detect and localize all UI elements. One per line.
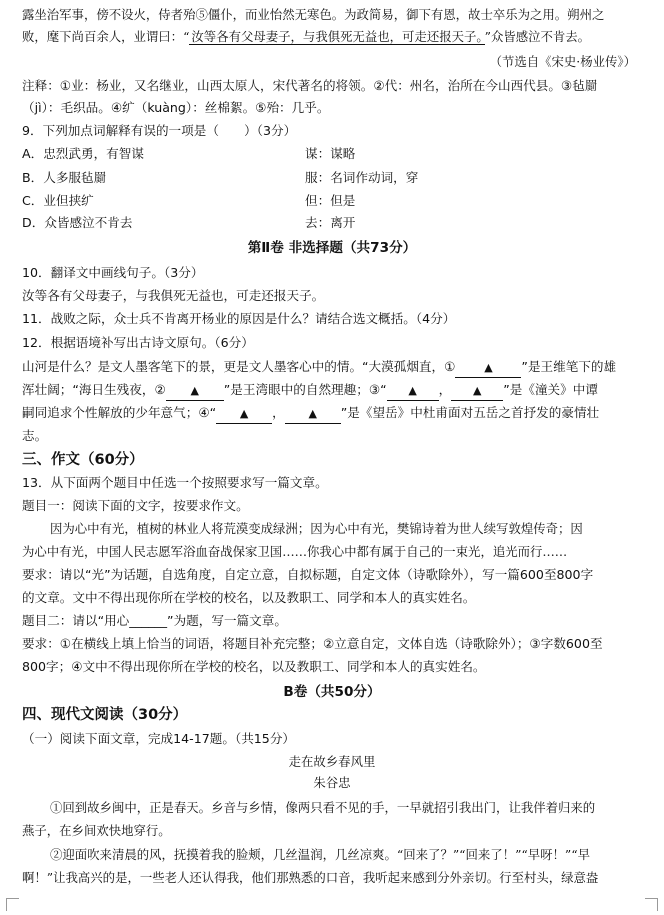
section4-sub1: （一）阅读下面文章，完成14-17题。（共15分） (22, 731, 296, 746)
q12-blank-3a: ▲ (387, 382, 439, 401)
article-title: 走在故乡春风里 (288, 754, 376, 769)
notes-line-1: 注释：①业：杨业，又名继业，山西太原人，宋代著名的将领。②代：州名，治所在今山西代县。③毡罽 (22, 78, 598, 93)
q9-option-d-explain: 去：离开 (305, 215, 356, 230)
q12-line-2-b: ”是王湾眼中的自然理趣；③“ (223, 382, 387, 397)
q12-blank-1: ▲ (455, 359, 521, 378)
topic1-text-2: 为心中有光，中国人民志愿军浴血奋战保家卫国……你我心中都有属于自己的一束光，追光而行…… (22, 544, 568, 559)
q9-option-d (22, 214, 642, 232)
q12-line-3-b: ， (272, 405, 285, 420)
q12-line-1-b: ”是王维笔下的雄 (521, 359, 617, 374)
q10-stem: 10．翻译文中画线句子。（3分） (22, 265, 204, 280)
topic1-requirement-2: 的文章。文中不得出现你所在学校的校名，以及教职工、同学和本人的真实姓名。 (22, 590, 476, 605)
q9-option-b (22, 169, 642, 187)
topic2-requirement-2: 800字；④文中不得出现你所在学校的校名，以及教职工、同学和本人的真实姓名。 (22, 659, 486, 674)
topic2-title: 题目二：请以“用心______”为题，写一篇文章。 (22, 613, 287, 628)
q12-blank-4a: ▲ (216, 405, 272, 424)
passage-line-1: 露坐治军事，傍不设火，侍者殆⑤僵仆，而业怡然无寒色。为政简易，御下有恩，故士卒乐为之用。朔州之 (22, 7, 605, 22)
q11-stem: 11．战败之际，众士兵不肯离开杨业的原因是什么？请结合选文概括。（4分） (22, 311, 456, 326)
q9-option-b-text: B．人多服毡罽 (22, 170, 107, 185)
q9-stem: 9．下列加点词解释有误的一项是（ ）（3分） (22, 123, 297, 138)
q12-line-3 (22, 404, 642, 424)
section4-title: 四、现代文阅读（30分） (22, 707, 188, 723)
q12-line-2-d: ”是《潼关》中谭 (503, 382, 598, 397)
page-corner-mark-left (6, 898, 19, 911)
q12-line-2 (22, 381, 642, 401)
q9-option-d-text: D．众皆感泣不肯去 (22, 215, 133, 230)
q12-blank-4b: ▲ (285, 405, 341, 424)
q9-option-b-explain: 服：名词作动词，穿 (305, 170, 419, 185)
q9-option-c (22, 192, 642, 210)
q12-line-1-a: 山河是什么？是文人墨客笔下的景，更是文人墨客心中的情。“大漠孤烟直，① (22, 359, 456, 374)
q12-line-1 (22, 358, 642, 378)
topic2-requirement-1: 要求：①在横线上填上恰当的词语，将题目补充完整；②立意自定，文体自选（诗歌除外）；③字数600至 (22, 636, 603, 651)
passage-line-2-pre: 败，麾下尚百余人，业谓曰：“ (22, 29, 190, 44)
article-para2-line2: 啊！”让我高兴的是，一些老人还认得我，他们那熟悉的口音，我听起来感到分外亲切。行至村头，绿意盎 (22, 870, 599, 885)
topic1-requirement-1: 要求：请以“光”为话题，自选角度，自定立意，自拟标题，自定文体（诗歌除外），写一篇600至800字 (22, 567, 594, 582)
section3-title: 三、作文（60分） (22, 452, 144, 468)
q12-line-3-a: 嗣同追求个性解放的少年意气；④“ (22, 405, 217, 420)
q12-stem: 12．根据语境补写出古诗文原句。（6分） (22, 335, 254, 350)
passage-line-2 (22, 28, 642, 46)
page-corner-mark-right (645, 898, 658, 911)
topic1-title: 题目一：阅读下面的文字，按要求作文。 (22, 498, 249, 513)
topic1-text-1: 因为心中有光，植树的林业人将荒漠变成绿洲；因为心中有光，樊锦诗着为世人续写敦煌传奇；因 (50, 521, 583, 536)
q12-line-2-a: 浑壮阔；“海日生残夜，② (22, 382, 166, 397)
q12-line-4: 志。 (22, 428, 48, 443)
article-para1-line2: 燕子，在乡间欢快地穿行。 (22, 823, 171, 838)
q9-option-a-explain: 谋：谋略 (305, 146, 356, 161)
article-para2-line1: ②迎面吹来清晨的风，抚摸着我的脸颊，几丝温润，几丝凉爽。“回来了？”“回来了！”“早呀！”“早 (50, 847, 590, 862)
q12-blank-2: ▲ (166, 382, 224, 401)
underlined-sentence: 汝等各有父母妻子，与我俱死无益也，可走还报天子。 (191, 29, 483, 44)
q9-option-c-explain: 但：但是 (305, 193, 356, 208)
q9-option-c-text: C．业但挟纩 (22, 193, 94, 208)
q12-blank-3b: ▲ (451, 382, 503, 401)
article-author: 朱谷忠 (313, 775, 351, 790)
part2-title: 第Ⅱ卷 非选择题（共73分） (247, 240, 417, 256)
article-para1-line1: ①回到故乡闽中，正是春天。乡音与乡情，像两只看不见的手，一早就招引我出门，让我伴着归来的 (50, 800, 596, 815)
q13-stem: 13．从下面两个题目中任选一个按照要求写一篇文章。 (22, 475, 328, 490)
q9-option-a-text: A．忠烈武勇，有智谋 (22, 146, 144, 161)
q12-line-2-c: ， (438, 382, 452, 397)
passage-source: （节选自《宋史·杨业传》） (489, 54, 636, 69)
passage-line-2-post: ”众皆感泣不肯去。 (484, 29, 591, 44)
q12-line-3-c: ”是《望岳》中杜甫面对五岳之首抒发的豪情壮 (340, 405, 600, 420)
notes-line-2: （jì）：毛织品。④纩（kuàng）：丝棉絮。⑤殆：几乎。 (22, 100, 330, 115)
q9-option-a (22, 145, 642, 163)
volume-b-title: B卷（共50分） (283, 684, 381, 700)
q10-sentence: 汝等各有父母妻子，与我俱死无益也，可走还报天子。 (22, 288, 325, 303)
